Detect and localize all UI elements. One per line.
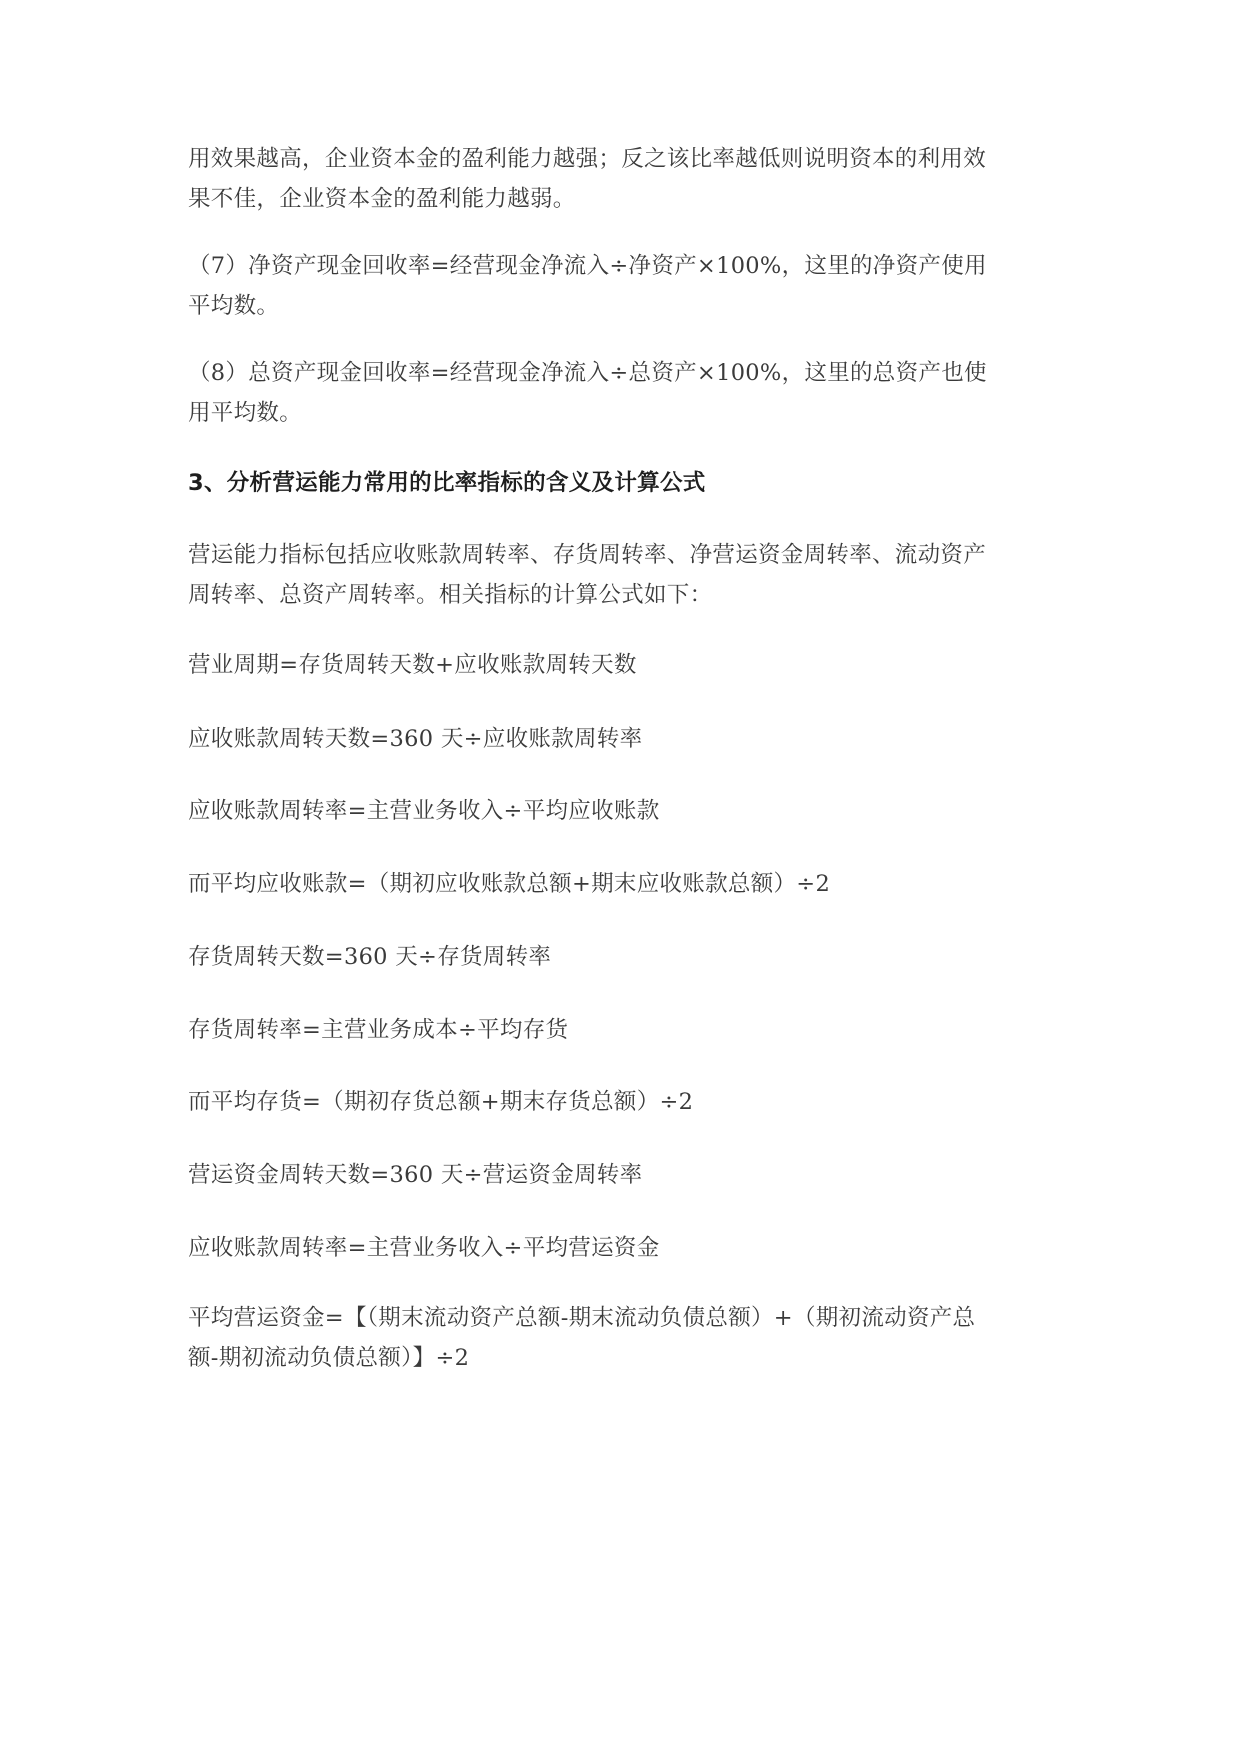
text-line: 应收账款周转率=主营业务收入÷平均营运资金 (188, 1235, 660, 1261)
text-line: 应收账款周转率=主营业务收入÷平均应收账款 (188, 798, 660, 824)
text-line: （7）净资产现金回收率=经营现金净流入÷净资产×100%，这里的净资产使用 (188, 253, 987, 279)
formula-average-inventory (188, 1082, 1068, 1122)
text-line: 用平均数。 (188, 400, 303, 426)
text-line: 营运能力指标包括应收账款周转率、存货周转率、净营运资金周转率、流动资产 (188, 542, 987, 568)
text-line: 存货周转率=主营业务成本÷平均存货 (188, 1017, 569, 1043)
text-line: 平均数。 (188, 293, 280, 319)
text-line: 营业周期=存货周转天数+应收账款周转天数 (188, 652, 637, 678)
text-line: （8）总资产现金回收率=经营现金净流入÷总资产×100%，这里的总资产也使 (188, 360, 987, 386)
formula-receivable-days (188, 719, 1068, 759)
text-line: 额-期初流动负债总额）】÷2 (188, 1345, 470, 1371)
formula-business-cycle (188, 645, 1068, 685)
paragraph-operating-capacity-intro (188, 535, 1068, 615)
text-line: 存货周转天数=360 天÷存货周转率 (188, 944, 552, 970)
text-line: 果不佳，企业资本金的盈利能力越弱。 (188, 186, 576, 212)
formula-average-receivable (188, 864, 1068, 904)
text-line: 而平均存货=（期初存货总额+期末存货总额）÷2 (188, 1089, 694, 1115)
text-line: 平均营运资金=【（期末流动资产总额-期末流动负债总额）+（期初流动资产总 (188, 1305, 976, 1331)
formula-receivable-turnover (188, 791, 1068, 831)
text-line: 周转率、总资产周转率。相关指标的计算公式如下： (188, 582, 713, 608)
paragraph-total-asset-cash-recovery (188, 353, 1068, 433)
paragraph-capital-profitability (188, 139, 1068, 219)
section-heading (188, 463, 1068, 503)
paragraph-net-asset-cash-recovery (188, 246, 1068, 326)
heading-text: 3、分析营运能力常用的比率指标的含义及计算公式 (188, 470, 706, 496)
text-line: 而平均应收账款=（期初应收账款总额+期末应收账款总额）÷2 (188, 871, 831, 897)
text-line: 应收账款周转天数=360 天÷应收账款周转率 (188, 726, 643, 752)
formula-inventory-days (188, 937, 1068, 977)
formula-working-capital-days (188, 1155, 1068, 1195)
formula-working-capital-turnover (188, 1228, 1068, 1268)
formula-inventory-turnover (188, 1010, 1068, 1050)
text-line: 用效果越高，企业资本金的盈利能力越强；反之该比率越低则说明资本的利用效 (188, 146, 987, 172)
formula-average-working-capital (188, 1298, 1068, 1378)
text-line: 营运资金周转天数=360 天÷营运资金周转率 (188, 1162, 643, 1188)
